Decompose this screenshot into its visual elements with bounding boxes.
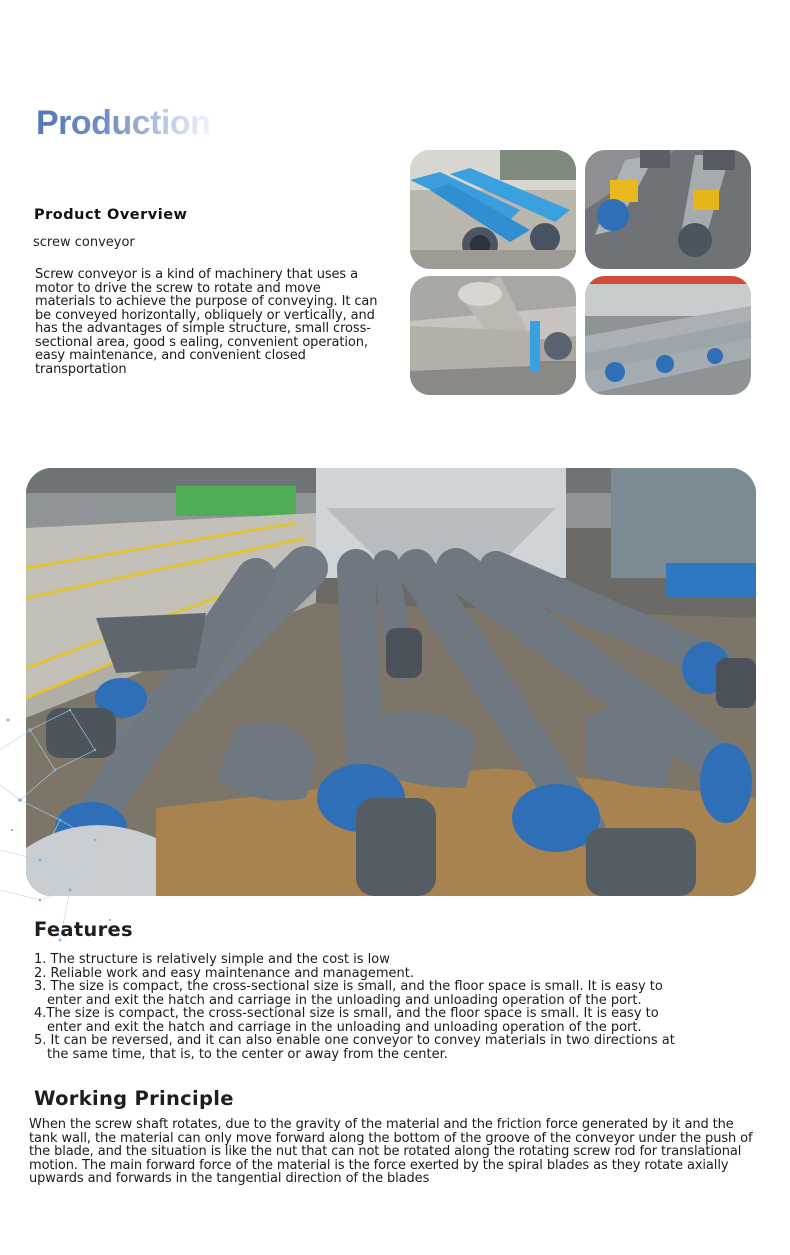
feature-text: 3. The size is compact, the cross-sectional size is small, and the floor space is small. It is easy to	[34, 979, 663, 994]
feature-text: 5. It can be reversed, and it can also enable one conveyor to convey materials in two directions at	[34, 1033, 675, 1048]
feature-text-continued: enter and exit the hatch and carriage in the unloading and unloading operation of the port.	[47, 1019, 642, 1035]
list-item	[34, 967, 734, 981]
product-overview-title: Product Overview	[34, 207, 188, 223]
working-principle-text: When the screw shaft rotates, due to the gravity of the material and the friction force generated by it and the tank wall, the material can only move forward along the bottom of the groove of the conveyor under the push of the blade, and the situation is like the nut that can not be rotated along the rotating screw rod for translational motion. The main forward force of the material is the force exerted by the spiral blades as they rotate axially upwards and forwards in the tangential direction of the blades	[29, 1117, 753, 1187]
feature-text: 2. Reliable work and easy maintenance and management.	[34, 965, 415, 981]
list-item	[34, 1007, 734, 1034]
working-principle-title: Working Principle	[34, 1087, 234, 1110]
product-photo-stainless-conveyor	[410, 276, 576, 395]
section-heading-production: Production	[36, 104, 211, 142]
product-name: screw conveyor	[33, 235, 135, 250]
list-item	[34, 1034, 734, 1061]
product-description: Screw conveyor is a kind of machinery that uses a motor to drive the screw to rotate and move materials to achieve the purpose of conveying. It can be conveyed horizontally, obliquely or vertically, and has the advantages of simple structure, small cross-sectional area, good s ealing, convenient operation, easy maintenance, and convenient closed transportation	[35, 267, 378, 377]
product-photo-inclined-conveyors	[585, 150, 751, 269]
feature-text-continued: the same time, that is, to the center or away from the center.	[47, 1046, 448, 1062]
product-photo-factory-floor	[585, 276, 751, 395]
feature-text: 1. The structure is relatively simple and the cost is low	[34, 952, 390, 967]
features-list	[34, 953, 734, 1061]
feature-text-continued: enter and exit the hatch and carriage in the unloading and unloading operation of the port.	[47, 992, 642, 1008]
list-item	[34, 953, 734, 967]
features-title: Features	[34, 918, 133, 941]
product-photo-blue-conveyors	[410, 150, 576, 269]
feature-text: 4.The size is compact, the cross-sectional size is small, and the floor space is small. It is easy to	[34, 1006, 659, 1021]
list-item	[34, 980, 734, 1007]
